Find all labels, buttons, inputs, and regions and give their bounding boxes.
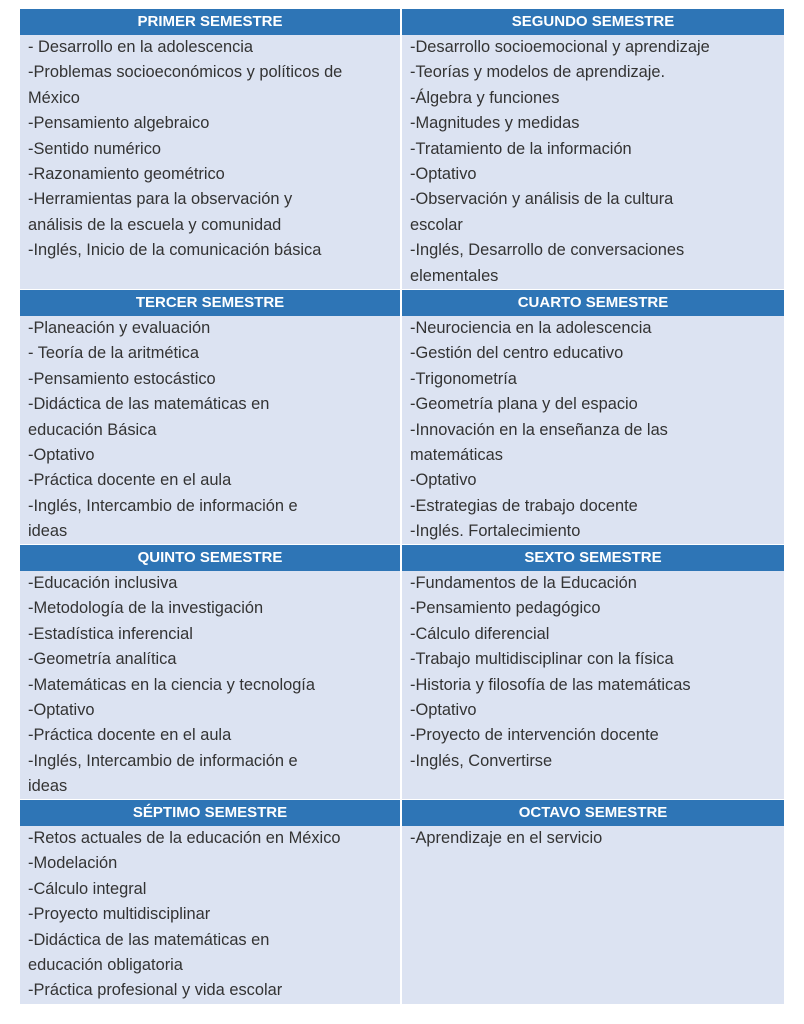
course-line: -Estrategias de trabajo docente [410, 496, 638, 515]
course-line: -Geometría analítica [28, 650, 177, 669]
course-line: -Gestión del centro educativo [410, 344, 624, 363]
course-line: -Modelación [28, 854, 118, 873]
course-line: ideas [28, 522, 68, 541]
course-line: -Optativo [410, 165, 477, 184]
course-line: -Inglés. Fortalecimiento [410, 522, 581, 541]
course-line: matemáticas [410, 446, 503, 465]
semester-course-list-quinto [20, 571, 402, 799]
course-line: -Desarrollo socioemocional y aprendizaje [410, 38, 710, 56]
course-line: -Proyecto de intervención docente [410, 726, 659, 745]
semester-course-list-octavo [402, 826, 784, 1004]
semester-course-list-cuarto [402, 316, 784, 544]
course-line: -Práctica profesional y vida escolar [28, 981, 283, 1000]
course-line: -Neurociencia en la adolescencia [410, 319, 652, 337]
course-line: ideas [28, 777, 68, 796]
course-line: -Educación inclusiva [28, 574, 178, 592]
course-line: -Fundamentos de la Educación [410, 574, 637, 592]
course-line: -Innovación en la enseñanza de las [410, 420, 668, 439]
course-line: -Inglés, Convertirse [410, 751, 553, 770]
semester-header-segundo: SEGUNDO SEMESTRE [402, 8, 784, 35]
semester-table [20, 8, 784, 1004]
course-line: -Problemas socioeconómicos y políticos de [28, 63, 343, 82]
course-line: escolar [410, 215, 463, 234]
course-line: -Magnitudes y medidas [410, 114, 580, 133]
course-line: -Cálculo integral [28, 879, 147, 898]
course-line: -Historia y filosofía de las matemáticas [410, 675, 691, 694]
semester-course-list-sexto [402, 571, 784, 799]
course-line: -Optativo [28, 701, 95, 720]
course-line: - Teoría de la aritmética [28, 344, 199, 363]
course-line: -Geometría plana y del espacio [410, 395, 638, 414]
course-line: -Planeación y evaluación [28, 319, 211, 337]
course-line: análisis de la escuela y comunidad [28, 215, 282, 234]
course-line: educación Básica [28, 420, 157, 439]
course-line: -Álgebra y funciones [410, 88, 560, 107]
semester-header-primer: PRIMER SEMESTRE [20, 8, 402, 35]
course-line: -Proyecto multidisciplinar [28, 905, 211, 924]
course-line: -Matemáticas en la ciencia y tecnología [28, 675, 315, 694]
course-line: -Optativo [28, 446, 95, 465]
course-line: educación obligatoria [28, 956, 183, 975]
course-line: -Inglés, Intercambio de información e [28, 751, 298, 770]
course-line: -Pensamiento pedagógico [410, 599, 601, 618]
course-line: -Teorías y modelos de aprendizaje. [410, 63, 666, 82]
semester-course-list-tercer [20, 316, 402, 544]
course-line: -Aprendizaje en el servicio [410, 829, 603, 847]
course-line: -Optativo [410, 701, 477, 720]
course-line: - Desarrollo en la adolescencia [28, 38, 254, 56]
course-line: -Metodología de la investigación [28, 599, 264, 618]
course-line: -Didáctica de las matemáticas en [28, 395, 270, 414]
course-line: -Inglés, Desarrollo de conversaciones [410, 241, 685, 260]
course-line: -Sentido numérico [28, 139, 162, 158]
course-line: -Pensamiento algebraico [28, 114, 210, 133]
semester-course-list-segundo [402, 35, 784, 289]
semester-course-list-septimo [20, 826, 402, 1004]
course-line: -Pensamiento estocástico [28, 369, 216, 388]
course-line: -Inglés, Inicio de la comunicación básica [28, 241, 322, 260]
semester-header-tercer: TERCER SEMESTRE [20, 289, 402, 316]
semester-header-cuarto: CUARTO SEMESTRE [402, 289, 784, 316]
course-line: -Práctica docente en el aula [28, 726, 232, 745]
course-line: -Tratamiento de la información [410, 139, 632, 158]
semester-header-sexto: SEXTO SEMESTRE [402, 544, 784, 571]
course-line: -Cálculo diferencial [410, 624, 550, 643]
course-line: -Observación y análisis de la cultura [410, 190, 674, 209]
course-line: -Estadística inferencial [28, 624, 193, 643]
semester-header-quinto: QUINTO SEMESTRE [20, 544, 402, 571]
course-line: -Retos actuales de la educación en México [28, 829, 341, 847]
course-line: -Trabajo multidisciplinar con la física [410, 650, 674, 669]
course-line: -Optativo [410, 471, 477, 490]
semester-course-list-primer [20, 35, 402, 289]
course-line: -Inglés, Intercambio de información e [28, 496, 298, 515]
semester-header-septimo: SÉPTIMO SEMESTRE [20, 799, 402, 826]
course-line: -Didáctica de las matemáticas en [28, 930, 270, 949]
course-line: México [28, 88, 80, 107]
course-line: -Trigonometría [410, 369, 517, 388]
course-line: -Razonamiento geométrico [28, 165, 225, 184]
course-line: -Herramientas para la observación y [28, 190, 293, 209]
course-line: -Práctica docente en el aula [28, 471, 232, 490]
semester-header-octavo: OCTAVO SEMESTRE [402, 799, 784, 826]
course-line: elementales [410, 266, 499, 285]
